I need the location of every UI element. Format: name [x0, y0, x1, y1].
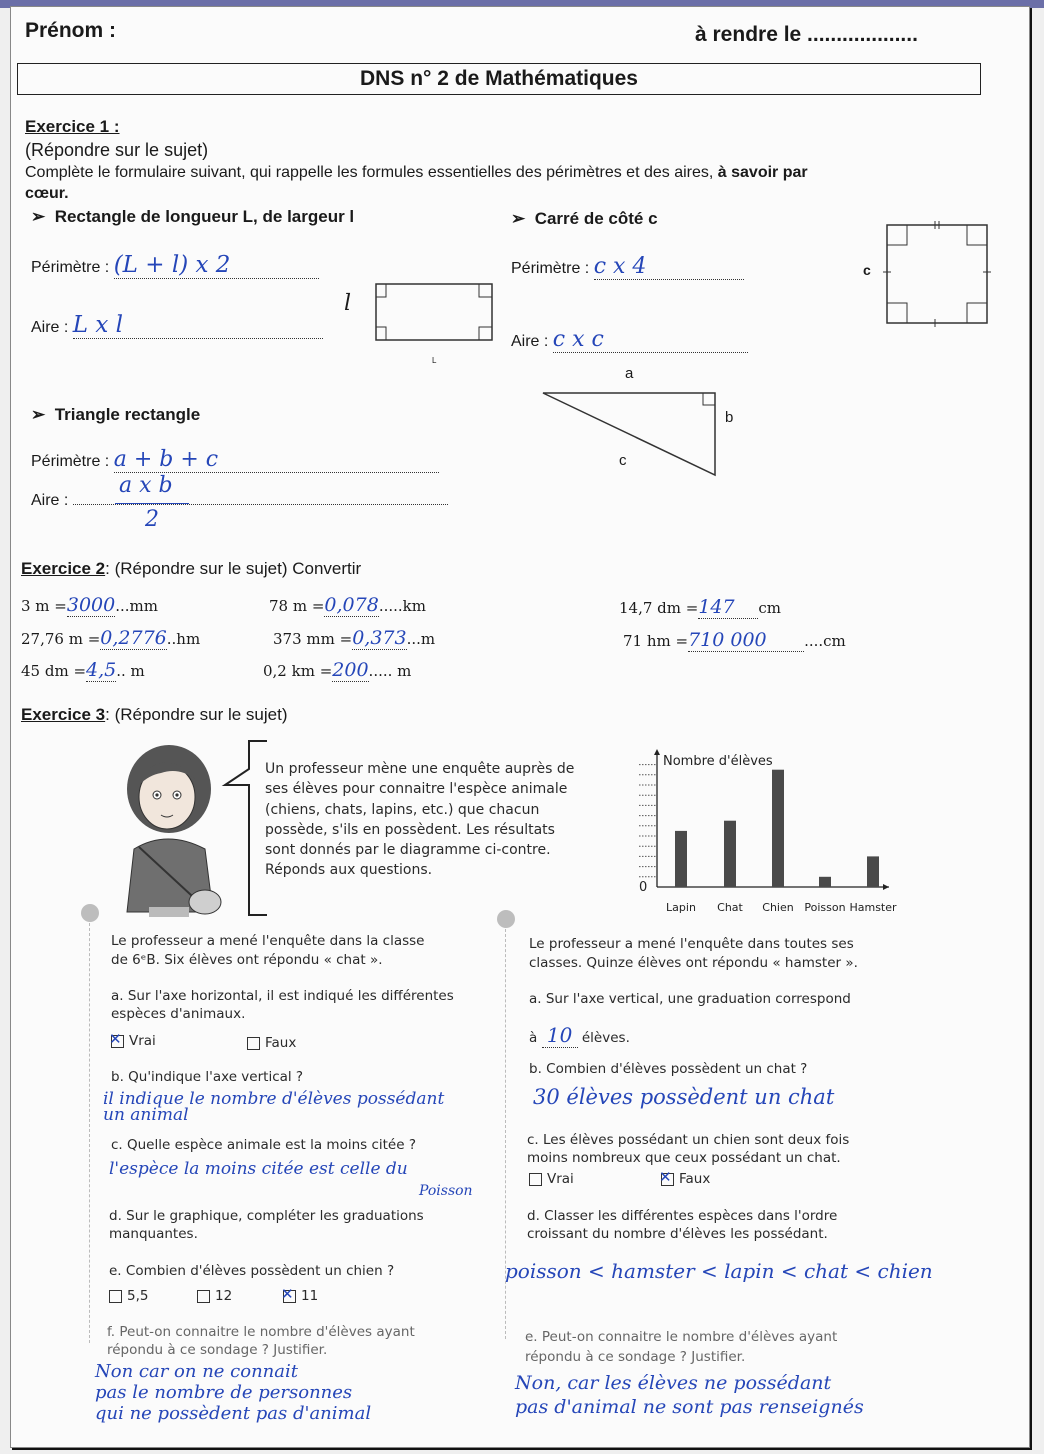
- chart-ylabel: Nombre d'élèves: [663, 754, 773, 769]
- title-box: [17, 63, 981, 95]
- ex1-instruction: Complète le formulaire suivant, qui rappelle les formules essentielles des périmètres et des aires, à savoir par: [25, 164, 808, 181]
- bar-poisson: [819, 877, 831, 887]
- chart-tick-marks: [639, 765, 657, 877]
- triangle-perimeter-answer: a + b + c: [114, 447, 439, 473]
- right-question-b: b. Combien d'élèves possèdent un chat ?: [529, 1061, 808, 1077]
- left-answer-b: il indique le nombre d'élèves possédant un animal: [103, 1089, 445, 1125]
- worksheet-page: [10, 6, 1030, 1448]
- left-question-f: f. Peut-on connaitre le nombre d'élèves ayant répondu à ce sondage ? Justifier.: [107, 1324, 415, 1358]
- left-question-e: e. Combien d'élèves possèdent un chien ?: [109, 1263, 395, 1279]
- right-answer-e: Non, car les élèves ne possédant pas d'animal ne sont pas renseignés: [515, 1372, 864, 1418]
- right-question-c: c. Les élèves possédant un chien sont deux fois moins nombreux que ceux possédant un chat.: [527, 1132, 850, 1166]
- right-question-a: a. Sur l'axe vertical, une graduation correspond: [529, 991, 851, 1007]
- chart-origin-label: 0: [639, 880, 648, 895]
- speech-bubble-text: Un professeur mène une enquête auprès de ses élèves pour connaitre l'espèce animale (chiens, chats, lapins, etc.) que chacun possède, s'ils en possèdent. Les résultats sont donnés par le diagramme ci-contre. Réponds aux questions.: [265, 761, 575, 879]
- right-intro: Le professeur a mené l'enquête dans toutes ses classes. Quinze élèves ont répondu « hamster ».: [529, 936, 858, 971]
- right-qc-faux[interactable]: ✕ Faux: [661, 1171, 710, 1187]
- category-label-chat: Chat: [717, 901, 743, 914]
- square-figure: [881, 219, 993, 329]
- triangle-label-c: c: [619, 452, 627, 469]
- left-intro: Le professeur a mené l'enquête dans la classe de 6ᵉB. Six élèves ont répondu « chat ».: [111, 933, 425, 968]
- left-answer-f: Non car on ne connait pas le nombre de personnes qui ne possèdent pas d'animal: [95, 1361, 372, 1424]
- triangle-figure: [539, 387, 721, 479]
- triangle-area-denominator: 2: [145, 507, 159, 532]
- speech-bubble-bracket: [221, 739, 271, 919]
- triangle-label-b: b: [725, 409, 734, 426]
- conversion-2: 78 m =0,078.....km: [269, 594, 426, 616]
- left-qe-opt1[interactable]: 5,5: [109, 1288, 148, 1304]
- triangle-title: ➢ Triangle rectangle: [31, 405, 201, 424]
- left-qe-opt3[interactable]: ✕ 11: [283, 1288, 318, 1304]
- square-side-label: c: [863, 262, 871, 278]
- category-label-chien: Chien: [762, 901, 794, 914]
- ex1-instruction-tail: cœur.: [25, 185, 69, 202]
- rect-area: Aire : L x l: [31, 312, 323, 339]
- checkbox-faux-checked[interactable]: [661, 1173, 674, 1186]
- right-qc-vrai[interactable]: Vrai: [529, 1171, 574, 1187]
- square-area: Aire : c x c: [511, 327, 748, 353]
- right-qa-line: à 10 élèves.: [529, 1023, 630, 1047]
- conversion-5: 373 mm =0,373...m: [273, 627, 436, 649]
- conversion-7: 45 dm =4,5.. m: [21, 659, 145, 681]
- square-title: ➢ Carré de côté c: [511, 209, 658, 228]
- right-answer-b: 30 élèves possèdent un chat: [533, 1085, 835, 1109]
- checkbox-vrai-checked[interactable]: [111, 1035, 124, 1048]
- right-question-e: e. Peut-on connaitre le nombre d'élèves ayant répondu à ce sondage ? Justifier.: [525, 1329, 838, 1365]
- girl-illustration: [109, 737, 229, 917]
- left-qa-faux[interactable]: Faux: [247, 1035, 296, 1051]
- prenom-label: Prénom :: [25, 19, 117, 42]
- checkbox-faux[interactable]: [247, 1037, 260, 1050]
- category-label-lapin: Lapin: [666, 901, 696, 914]
- category-label-hamster: Hamster: [849, 901, 897, 914]
- right-question-d: d. Classer les différentes espèces dans l'ordre croissant du nombre d'élèves les possédant.: [527, 1208, 838, 1242]
- left-answer-c-1: l'espèce la moins citée est celle du: [109, 1159, 408, 1179]
- punch-hole-right: [497, 910, 515, 928]
- right-answer-a: 10: [542, 1023, 578, 1048]
- bar-chart: [617, 735, 897, 915]
- triangle-perimeter: Périmètre : a + b + c: [31, 447, 439, 473]
- right-answer-d: poisson < hamster < lapin < chat < chien: [505, 1259, 933, 1283]
- ex1-title: Exercice 1 :: [25, 117, 120, 136]
- ex3-header: Exercice 3: (Répondre sur le sujet): [21, 705, 288, 724]
- left-question-a: a. Sur l'axe horizontal, il est indiqué les différentes espèces d'animaux.: [111, 988, 454, 1022]
- bar-hamster: [867, 856, 879, 887]
- rect-perimeter-answer: (L + l) x 2: [114, 252, 319, 279]
- triangle-area-numerator: a x b: [119, 473, 173, 498]
- rect-side-label: l: [344, 291, 352, 316]
- left-question-d: d. Sur le graphique, compléter les graduations manquantes.: [109, 1208, 424, 1242]
- page-title: DNS n° 2 de Mathématiques: [360, 67, 638, 90]
- conversion-3: 14,7 dm =147 cm: [619, 596, 781, 618]
- conversion-1: 3 m =3000...mm: [21, 594, 158, 616]
- bar-chat: [724, 821, 736, 887]
- chart-axis-arrows: [654, 749, 889, 890]
- left-qa-vrai[interactable]: ✕Vrai: [111, 1033, 156, 1049]
- rect-bottom-label: L: [432, 356, 437, 365]
- square-perimeter-answer: c x 4: [594, 254, 744, 280]
- triangle-area: Aire :: [31, 492, 448, 510]
- fraction-bar: [115, 503, 189, 504]
- ex1-note: (Répondre sur le sujet): [25, 140, 209, 160]
- square-area-answer: c x c: [553, 327, 748, 353]
- square-perimeter: Périmètre : c x 4: [511, 254, 744, 280]
- checkbox-11-checked[interactable]: [283, 1290, 296, 1303]
- rect-title: ➢ Rectangle de longueur L, de largeur l: [31, 207, 355, 226]
- due-date-label: à rendre le ...................: [695, 23, 918, 46]
- left-answer-c-2: Poisson: [419, 1183, 473, 1199]
- conversion-6: 71 hm =710 000 ....cm: [623, 629, 846, 651]
- chart-bars: [675, 770, 879, 887]
- ex2-header: Exercice 2: (Répondre sur le sujet) Convertir: [21, 559, 362, 578]
- bar-chien: [772, 770, 784, 887]
- punch-hole-left: [81, 904, 99, 922]
- rectangle-figure: [371, 279, 497, 351]
- rect-perimeter: Périmètre : (L + l) x 2: [31, 252, 319, 279]
- bar-lapin: [675, 831, 687, 887]
- left-question-b: b. Qu'indique l'axe vertical ?: [111, 1069, 304, 1085]
- left-qe-opt2[interactable]: 12: [197, 1288, 232, 1304]
- rect-area-answer: L x l: [73, 312, 323, 339]
- category-label-poisson: Poisson: [804, 901, 846, 914]
- conversion-8: 0,2 km =200..... m: [263, 659, 412, 681]
- triangle-label-a: a: [625, 365, 634, 382]
- left-question-c: c. Quelle espèce animale est la moins citée ?: [111, 1137, 416, 1153]
- chart-category-labels: [666, 901, 897, 914]
- conversion-4: 27,76 m =0,2776..hm: [21, 627, 201, 649]
